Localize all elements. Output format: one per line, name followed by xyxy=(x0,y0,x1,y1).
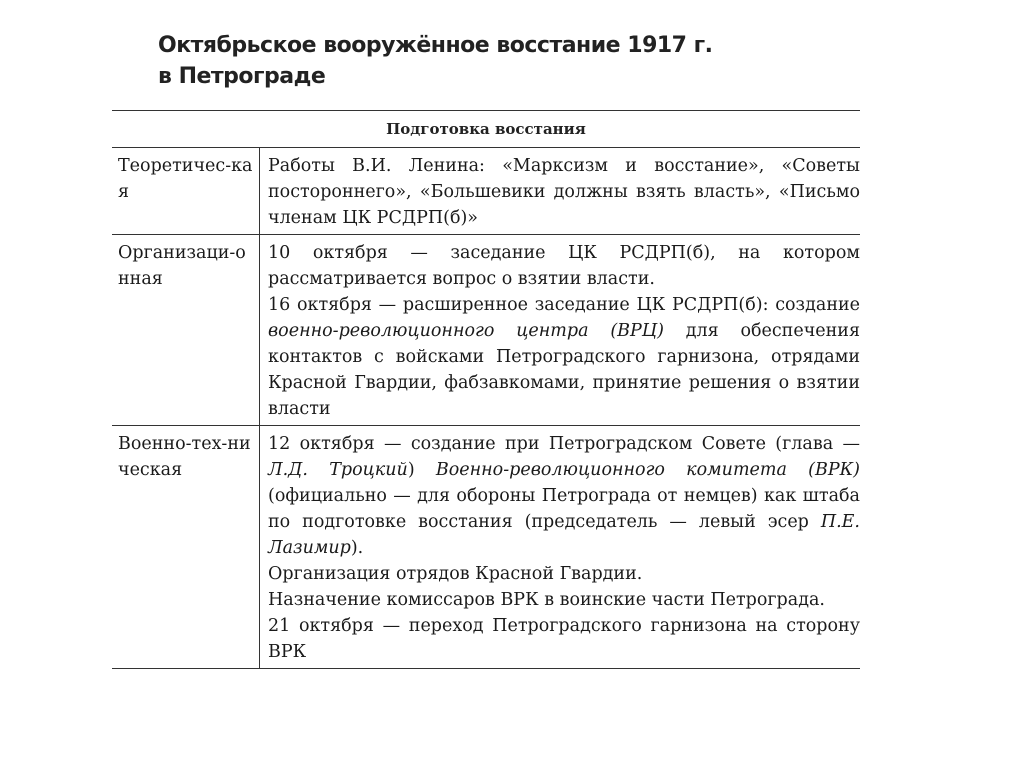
row-description xyxy=(260,148,860,234)
text-run: Назначение комиссаров ВРК в воинские части Петрограда. xyxy=(268,590,825,610)
description-paragraph xyxy=(268,292,860,422)
text-run: Работы В.И. Ленина: «Марксизм и восстание», «Советы постороннего», «Большевики должны взять власть», «Письмо членам ЦК РСДРП(б)» xyxy=(268,156,860,228)
row-description xyxy=(260,426,860,668)
table-row xyxy=(112,235,860,426)
row-description xyxy=(260,235,860,425)
italic-term: П.Е. Лазимир xyxy=(268,512,860,558)
table-row xyxy=(112,148,860,235)
italic-term: Л.Д. Троцкий xyxy=(268,460,408,480)
description-paragraph xyxy=(268,240,860,292)
italic-term: Военно-революционного комитета (ВРК) xyxy=(435,460,860,480)
text-run: 12 октября — создание при Петроградском Совете (глава — xyxy=(268,434,860,454)
text-run: 16 октября — расширенное заседание ЦК РСДРП(б): создание xyxy=(268,295,860,315)
page-title-line-2: в Петрограде xyxy=(158,64,326,89)
page-title-line-1: Октябрьское вооружённое восстание 1917 г. xyxy=(158,33,713,58)
text-run: 21 октября — переход Петроградского гарнизона на сторону ВРК xyxy=(268,616,860,662)
text-run: (официально — для обороны Петрограда от немцев) как штаба по подготовке восстания (председатель — левый эсер xyxy=(268,486,860,532)
page-title xyxy=(158,30,713,92)
text-run: 10 октября — заседание ЦК РСДРП(б), на котором рассматривается вопрос о взятии власти. xyxy=(268,243,860,289)
description-paragraph xyxy=(268,613,860,665)
description-paragraph xyxy=(268,153,860,231)
text-run: для обеспечения контактов с войсками Петроградского гарнизона, отрядами Красной Гвардии, фабзавкомами, принятие решения о взятии власти xyxy=(268,321,860,419)
italic-term: военно-революционного центра (ВРЦ) xyxy=(268,321,664,341)
table-row xyxy=(112,426,860,668)
row-category-label: Военно-тех-ническая xyxy=(112,426,260,668)
preparation-table xyxy=(112,110,860,669)
description-paragraph xyxy=(268,431,860,561)
row-category-label: Теоретичес-кая xyxy=(112,148,260,234)
text-run: Организация отрядов Красной Гвардии. xyxy=(268,564,643,584)
table-section-header: Подготовка восстания xyxy=(112,111,860,148)
table-body xyxy=(112,148,860,668)
text-run: ) xyxy=(407,460,436,480)
row-category-label: Организаци-онная xyxy=(112,235,260,425)
description-paragraph xyxy=(268,561,860,587)
description-paragraph xyxy=(268,587,860,613)
text-run: ). xyxy=(350,538,364,558)
